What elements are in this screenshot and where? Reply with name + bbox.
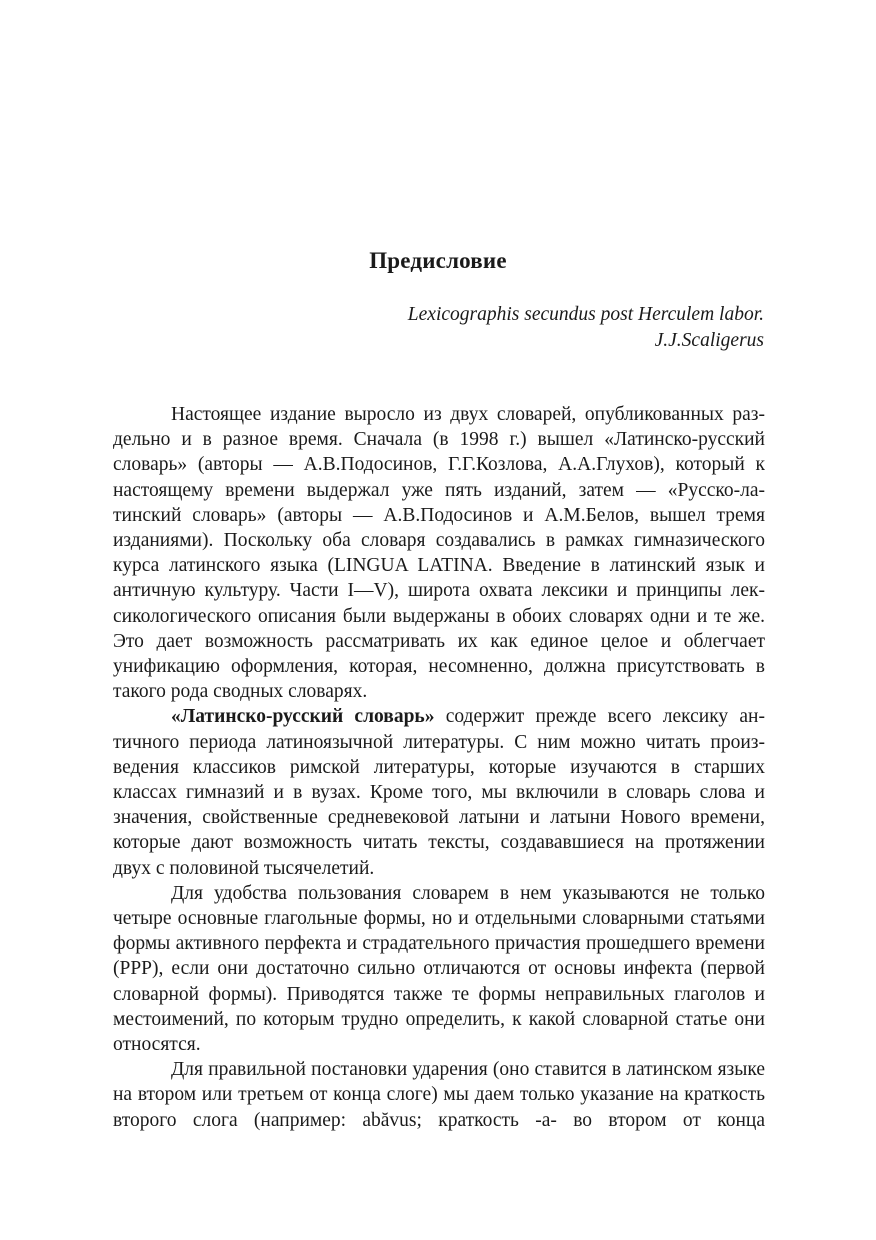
paragraph-3 [113,881,765,1057]
epigraph [408,302,764,354]
page-title: Предисловие [369,248,507,273]
paragraph-text: Для правильной постановки ударения (оно ставится в латинском языке на втором или третьем от конца слоге) мы даем только указание на краткость второго слога (например: abăvus; краткость -a- во втором от конца [113,1059,765,1131]
paragraph-2 [113,704,765,880]
epigraph-quote: Lexicographis secundus post Herculem labor. [407,304,764,325]
paragraph-4 [113,1057,765,1133]
body-text [113,402,765,1133]
paragraph-text: Для удобства пользования словарем в нем указываются не только четыре основные глагольные формы, но и отдельными словарными статьями формы активного перфекта и страдательного причастия прошедшего времени (PPP), если они достаточно сильно отличаются от основы инфекта (первой словарной формы). Приводятся также те формы неправильных глаголов и местоимений, по которым трудно определить, к какой словарной статье они относятся. [113,882,765,1056]
epigraph-author: J.J.Scaligerus [654,330,764,351]
paragraph-1 [113,402,765,704]
paragraph-text: Настоящее издание выросло из двух словарей, опубликованных раздельно и в разное время. Сначала (в 1998 г.) вышел «Латинско-русский словарь» (авторы — А.В.Подосинов, Г.Г.Козлова, А.А.Глухов), который к настоящему времени выдержал уже пять изданий, затем — «Русско-латинский словарь» (авторы — А.В.Подосинов и А.М.Белов, вышел тремя изданиями). Поскольку оба словаря создавались в рамках гимназического курса латинского языка (LINGUA LATINA. Введение в латинский язык и античную культуру. Части I—V), широта охвата лексики и принципы лексикологического описания были выдержаны в обоих словарях одни и те же. Это дает возможность рассматривать их как единое целое и облегчает унификацию оформления, которая, несомненно, должна присутствовать в такого рода сводных словарях. [113,404,765,703]
dictionary-title-bold: «Латинско-русский словарь» [171,706,435,728]
paragraph-text: содержит прежде всего лексику античного периода латиноязычной литературы. С ним можно читать произведения классиков римской литературы, которые изучаются в старших классах гимназий и в вузах. Кроме того, мы включили в словарь слова и значения, свойственные средневековой латыни и латыни Нового времени, которые дают возможность читать тексты, создававшиеся на протяжении двух с половиной тысячелетий. [113,706,765,879]
